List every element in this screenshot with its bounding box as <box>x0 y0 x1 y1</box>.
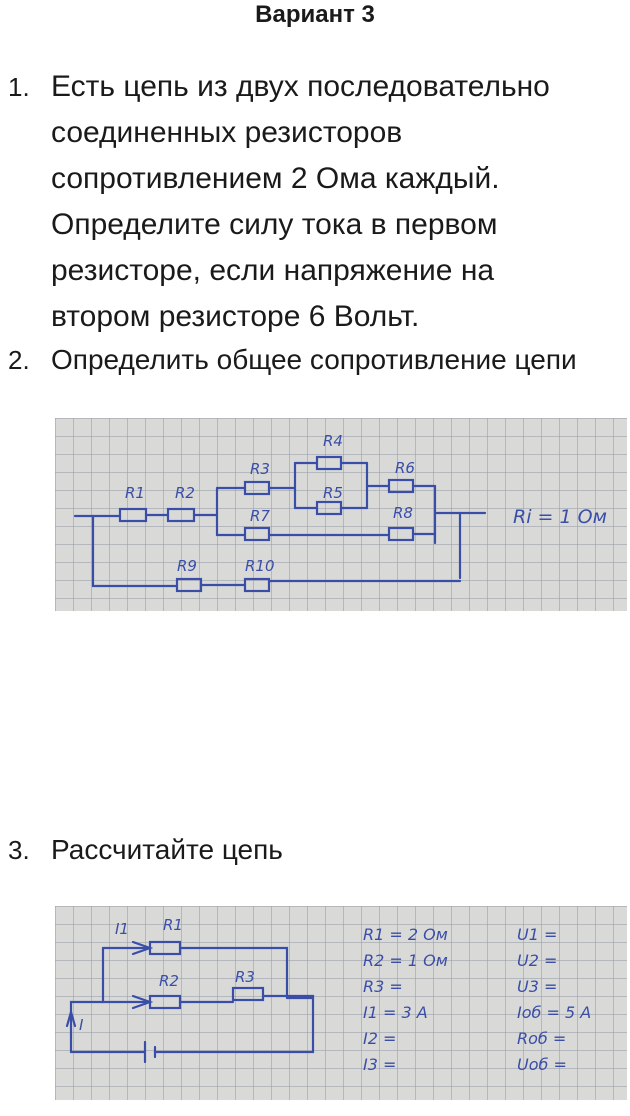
question-2-text: Определить общее сопротивление цепи <box>51 344 577 375</box>
given-value: R1 = 2 Ом <box>363 925 448 944</box>
label-r5: R5 <box>323 484 343 502</box>
question-1-line: соединенных резисторов <box>51 116 403 149</box>
question-1-number: 1. <box>8 72 30 102</box>
given-value: U1 = <box>517 925 558 944</box>
question-1-line: Есть цепь из двух последовательно <box>51 70 550 103</box>
label-r1: R1 <box>125 484 145 502</box>
variant-title: Вариант 3 <box>255 1 375 28</box>
given-value: Iоб = 5 A <box>517 1003 592 1022</box>
question-3-text: Рассчитайте цепь <box>51 834 283 865</box>
given-value: U3 = <box>517 977 558 996</box>
label-r3: R3 <box>235 968 255 986</box>
given-value: R2 = 1 Ом <box>363 951 448 970</box>
label-r4: R4 <box>323 432 343 450</box>
given-value: U2 = <box>517 951 558 970</box>
question-1-line: втором резисторе 6 Вольт. <box>51 300 420 333</box>
label-i1: I1 <box>115 920 129 938</box>
given-value: Rоб = <box>517 1029 567 1048</box>
label-r7: R7 <box>250 507 270 525</box>
label-r3: R3 <box>250 460 270 478</box>
given-value: I2 = <box>363 1029 397 1048</box>
circuit-1-drawing <box>55 418 627 611</box>
question-1-text <box>51 64 626 340</box>
label-i: I <box>79 1016 84 1034</box>
question-1-line: резисторе, если напряжение на <box>51 254 495 287</box>
label-r1: R1 <box>163 916 183 934</box>
circuit-diagram-2 <box>55 906 627 1100</box>
given-value: I3 = <box>363 1055 397 1074</box>
label-r8: R8 <box>393 504 413 522</box>
label-r10: R10 <box>245 557 275 575</box>
circuit-diagram-1 <box>55 418 627 611</box>
given-value: R3 = <box>363 977 403 996</box>
given-value: Uоб = <box>517 1055 567 1074</box>
given-value: I1 = 3 A <box>363 1003 428 1022</box>
label-r6: R6 <box>395 459 415 477</box>
question-1-line: сопротивлением 2 Ома каждый. <box>51 162 500 195</box>
internal-resistance-note: Ri = 1 Ом <box>513 506 607 528</box>
question-2-number: 2. <box>8 345 30 375</box>
question-3-number: 3. <box>8 835 30 865</box>
label-r9: R9 <box>177 557 197 575</box>
given-values-table <box>363 925 591 1074</box>
circuit-2-drawing <box>55 906 627 1100</box>
label-r2: R2 <box>175 484 195 502</box>
label-r2: R2 <box>159 972 179 990</box>
question-1-line: Определите силу тока в первом <box>51 208 498 241</box>
